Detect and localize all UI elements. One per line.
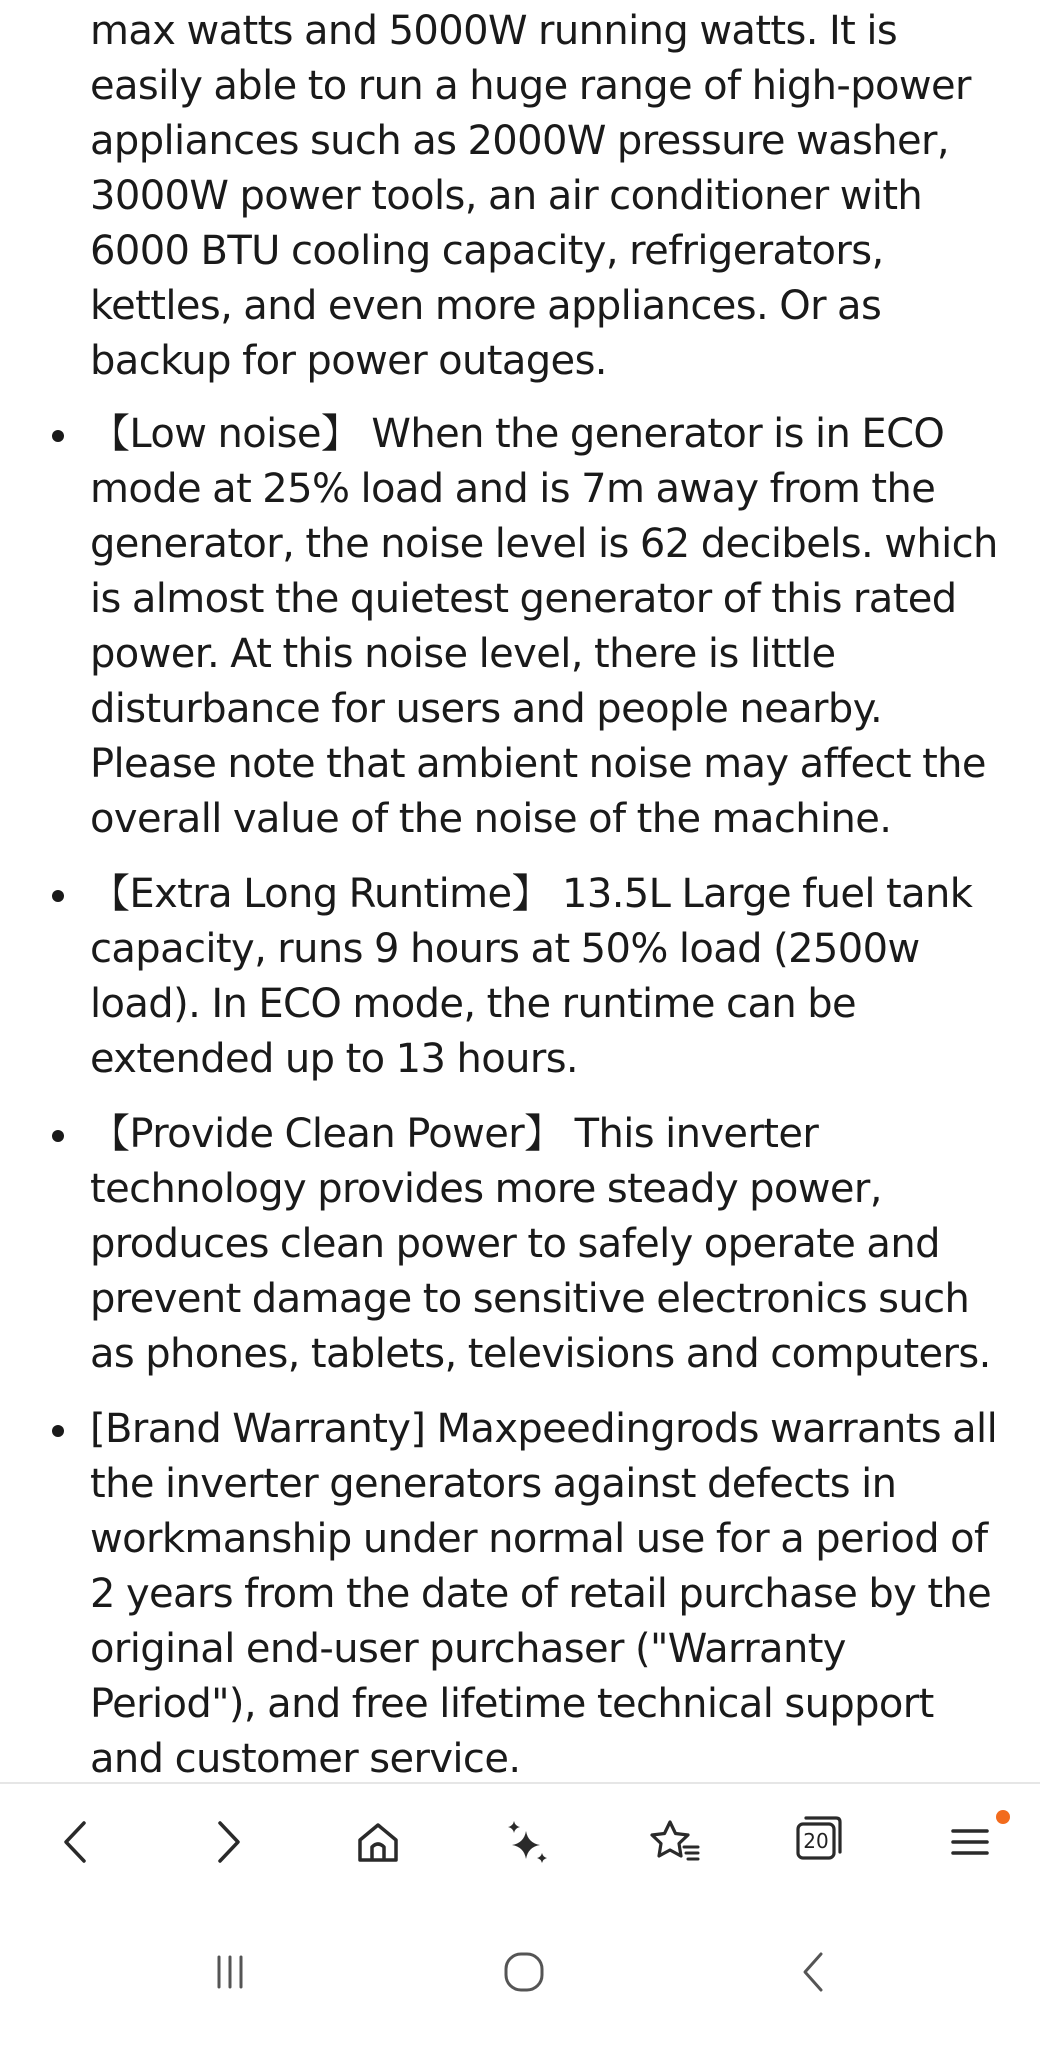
feature-text-runtime: 【Extra Long Runtime】 13.5L Large fuel tank capacity, runs 9 hours at 50% load (2500w load). In ECO mode, the runtime can be extended up to 13 hours. (90, 871, 973, 1082)
list-item (0, 1107, 1040, 1382)
bullet-icon (52, 430, 64, 442)
system-home-button[interactable] (474, 1932, 574, 2012)
bullet-icon (52, 1425, 64, 1437)
system-navigation-bar (0, 1902, 1040, 2048)
forward-icon (208, 1817, 248, 1867)
ai-sparkle-icon (502, 1817, 552, 1867)
feature-list (0, 407, 1040, 1780)
bookmark-star-icon (648, 1817, 704, 1867)
back-icon (56, 1817, 96, 1867)
forward-button[interactable] (188, 1802, 268, 1882)
system-back-button[interactable] (764, 1932, 864, 2012)
recent-apps-icon (205, 1947, 255, 1997)
feature-text-low-noise: 【Low noise】 When the generator is in ECO mode at 25% load and is 7m away from the generator, the noise level is 62 decibels. which is almost the quietest generator of this rated power. At this noise level, there is little disturbance for users and people nearby. Please note that ambient noise may affect the overall value of the noise of the machine. (90, 411, 998, 842)
tabs-button[interactable] (784, 1802, 864, 1882)
bullet-icon (52, 890, 64, 902)
home-circle-icon (499, 1947, 549, 1997)
bookmarks-button[interactable] (636, 1802, 716, 1882)
feature-text-clean-power: 【Provide Clean Power】 This inverter technology provides more steady power, produces clean power to safely operate and prevent damage to sensitive electronics such as phones, tablets, televisions and computers. (90, 1111, 991, 1377)
home-button[interactable] (338, 1802, 418, 1882)
system-back-icon (789, 1947, 839, 1997)
list-item (0, 1402, 1040, 1780)
tab-count-label: 20 (803, 1829, 829, 1853)
notification-dot-icon (996, 1810, 1010, 1824)
recent-apps-button[interactable] (180, 1932, 280, 2012)
home-icon (353, 1817, 403, 1867)
list-item (0, 867, 1040, 1087)
description-paragraph: max watts and 5000W running watts. It is easily able to run a huge range of high-power appliances such as 2000W pressure washer, 3000W power tools, an air conditioner with 6000 BTU cooling capacity, refrigerators, kettles, and even more appliances. Or as backup for power outages. (90, 8, 971, 384)
list-item (0, 407, 1040, 847)
menu-button[interactable] (930, 1802, 1010, 1882)
menu-icon (945, 1817, 995, 1867)
back-button[interactable] (36, 1802, 116, 1882)
browser-toolbar (0, 1782, 1040, 1904)
bullet-icon (52, 1130, 64, 1142)
feature-text-warranty: [Brand Warranty] Maxpeedingrods warrants all the inverter generators against defects in workmanship under normal use for a period of 2 years from the date of retail purchase by the original end-user purchaser ("Warranty Period"), and free lifetime technical support and customer service. (90, 1406, 998, 1780)
ai-assistant-button[interactable] (487, 1802, 567, 1882)
